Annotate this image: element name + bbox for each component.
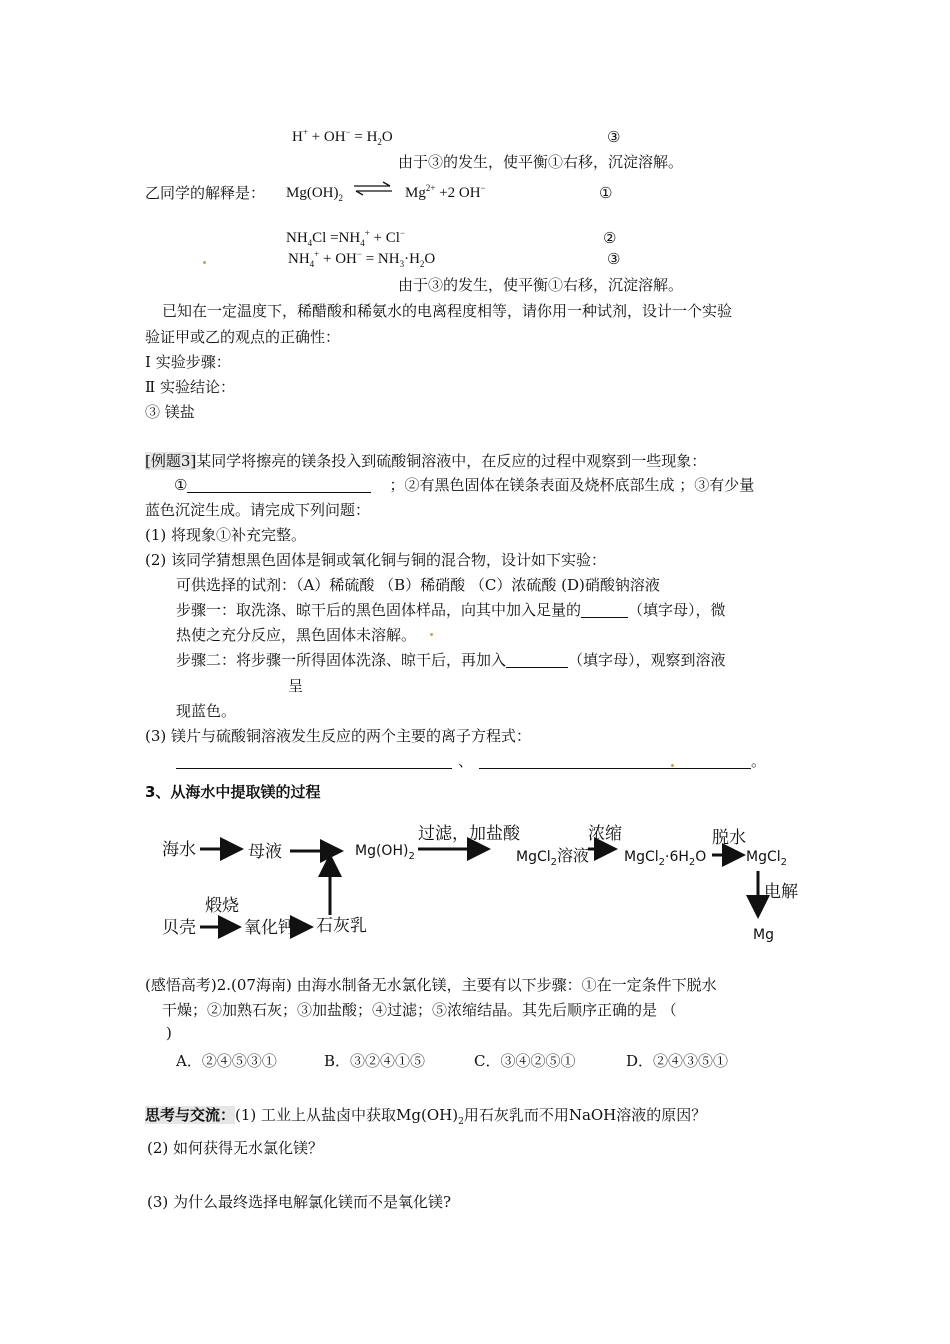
step-two-line: 现蓝色。 bbox=[176, 702, 237, 720]
step-two-line: 步骤二：将步骤一所得固体洗涤、晾干后，再加入 （填字母），观察到溶液 bbox=[176, 651, 726, 669]
node-mg: Mg bbox=[753, 927, 774, 943]
stray-mark bbox=[203, 261, 206, 264]
equation-number: ③ bbox=[607, 250, 621, 268]
node-lime-milk: 石灰乳 bbox=[316, 916, 367, 936]
node-mgcl2-hydrate: $MgCl_2\cdot 6H_2O$ bbox=[624, 849, 707, 868]
equation-nh4cl: $NH_4Cl =NH_4^+ + Cl^-$ bbox=[286, 228, 406, 248]
node-cao: 氧化钙 bbox=[244, 918, 295, 938]
think-tag: 思考与交流： bbox=[145, 1106, 236, 1124]
node-seawater: 海水 bbox=[162, 840, 196, 860]
step-two-line: 呈 bbox=[288, 677, 304, 695]
think-question-3: (3) 为什么最终选择电解氯化镁而不是氧化镁? bbox=[147, 1193, 452, 1211]
think-line: 思考与交流：(1) 工业上从盐卤中获取$Mg(OH)_2$用石灰乳而不用NaOH溶液的原因？ bbox=[145, 1106, 707, 1127]
experiment-steps-label: Ⅰ 实验步骤： bbox=[145, 353, 231, 371]
option-c[interactable]: C．③④②⑤① bbox=[474, 1052, 576, 1070]
equilibrium-arrow-icon bbox=[352, 180, 394, 198]
blank-line[interactable] bbox=[581, 603, 628, 618]
equation-mgoh2-right: $Mg^{2+} +2$ OH− bbox=[405, 183, 486, 201]
paragraph-line: 已知在一定温度下，稀醋酸和稀氨水的电离程度相等，请你用一种试剂，设计一个实验 bbox=[162, 302, 733, 320]
node-mgoh2: $Mg(OH)_2$ bbox=[355, 843, 415, 862]
blank-line[interactable] bbox=[506, 653, 568, 668]
note-line: 由于③的发生，使平衡①右移，沉淀溶解。 bbox=[398, 276, 684, 294]
blank-line[interactable] bbox=[187, 478, 371, 493]
blank-line[interactable] bbox=[176, 754, 452, 769]
magnesium-extraction-flowchart bbox=[150, 815, 810, 950]
equation-nh4-oh: $NH_4^+ + OH^- = NH_3\cdot H_2O$ bbox=[288, 249, 436, 269]
step-one-line: 热使之充分反应，黑色固体未溶解。 bbox=[176, 626, 417, 644]
stray-mark bbox=[671, 764, 674, 767]
label-electrolysis: 电解 bbox=[764, 882, 798, 902]
label-filter-hcl: 过滤，加盐酸 bbox=[418, 824, 520, 844]
option-d[interactable]: D．②④③⑤① bbox=[626, 1052, 729, 1070]
think-question-2: (2) 如何获得无水氯化镁？ bbox=[147, 1139, 324, 1157]
gaokao-line: ) bbox=[166, 1024, 172, 1042]
example3-line: [例题3]某同学将擦亮的镁条投入到硫酸铜溶液中，在反应的过程中观察到一些现象： bbox=[145, 452, 707, 470]
gaokao-line: 干燥；②加熟石灰；③加盐酸；④过滤；⑤浓缩结晶。其先后顺序正确的是 （ bbox=[162, 1001, 677, 1019]
note-line: 由于③的发生，使平衡①右移，沉淀溶解。 bbox=[398, 153, 684, 171]
mg-salt-heading: ③ 镁盐 bbox=[145, 403, 195, 421]
equation-number: ③ bbox=[607, 128, 621, 146]
node-mgcl2: MgCl$_2$ bbox=[746, 849, 788, 868]
question-3: (3) 镁片与硫酸铜溶液发生反应的两个主要的离子方程式： bbox=[145, 727, 532, 745]
example3-tag: [例题3] bbox=[145, 452, 197, 470]
equation-number: ② bbox=[603, 229, 617, 247]
example3-line: ① ；②有黑色固体在镁条表面及烧杯底部生成 ；③有少量 bbox=[174, 476, 755, 494]
section-title: 3、从海水中提取镁的过程 bbox=[145, 783, 321, 801]
gaokao-line: (感悟高考)2.(07海南) 由海水制备无水氯化镁，主要有以下步骤：①在一定条件下脱水 bbox=[145, 976, 717, 994]
node-mother-liquor: 母液 bbox=[248, 842, 282, 862]
label-concentrate: 浓缩 bbox=[588, 824, 622, 844]
reagents-line: 可供选择的试剂：（A）稀硫酸 （B）稀硝酸 （C）浓硫酸 (D)硝酸钠溶液 bbox=[176, 576, 660, 594]
node-mgcl2-solution: MgCl$_2$溶液 bbox=[516, 846, 590, 868]
example3-line: 蓝色沉淀生成。请完成下列问题： bbox=[145, 501, 371, 519]
option-b[interactable]: B．③②④①⑤ bbox=[324, 1052, 426, 1070]
paragraph-line: 验证甲或乙的观点的正确性： bbox=[145, 328, 341, 346]
equation-number: ① bbox=[599, 184, 613, 202]
question-1: (1) 将现象①补充完整。 bbox=[145, 526, 307, 544]
stray-mark bbox=[430, 633, 433, 636]
experiment-conclusion-label: Ⅱ 实验结论： bbox=[145, 378, 235, 396]
yi-label: 乙同学的解释是： bbox=[145, 184, 266, 202]
label-dehydrate: 脱水 bbox=[712, 828, 746, 848]
blank-line[interactable] bbox=[479, 754, 751, 769]
equation-mgoh2-left: $Mg(OH)_2$ bbox=[286, 185, 343, 203]
label-calcine: 煅烧 bbox=[205, 896, 239, 916]
answer-line: 、 。 bbox=[176, 754, 766, 769]
question-2: (2) 该同学猜想黑色固体是铜或氧化铜与铜的混合物，设计如下实验： bbox=[145, 551, 607, 569]
node-shell: 贝壳 bbox=[162, 918, 196, 938]
equation-h-oh: $H^+ + OH^- = H_2O$ bbox=[292, 127, 393, 147]
step-one-line: 步骤一：取洗涤、晾干后的黑色固体样品，向其中加入足量的 （填字母），微 bbox=[176, 601, 726, 619]
option-a[interactable]: A．②④⑤③① bbox=[176, 1052, 277, 1070]
